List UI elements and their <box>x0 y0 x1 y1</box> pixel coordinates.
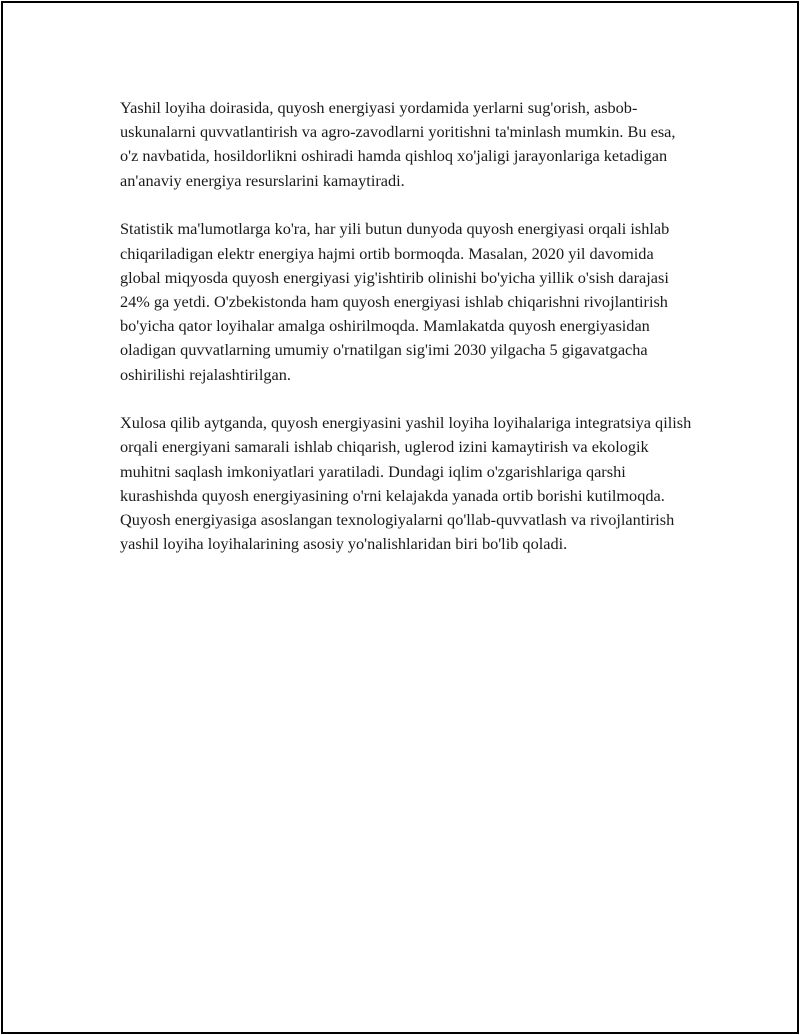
paragraph-3: Xulosa qilib aytganda, quyosh energiyasini yashil loyiha loyihalariga integratsiya qilish orqali energiyani samarali ishlab chiqarish, uglerod izini kamaytirish va ekologik muhitni saqlash imkoniyatlari yaratiladi. Dundagi iqlim o'zgarishlariga qarshi kurashishda quyosh energiyasining o'rni kelajakda yanada ortib borishi kutilmoqda. Quyosh energiyasiga asoslangan texnologiyalarni qo'llab-quvvatlash va rivojlantirish yashil loyiha loyihalarining asosiy yo'nalishlaridan biri bo'lib qoladi. <box>120 413 692 554</box>
paragraph-2: Statistik ma'lumotlarga ko'ra, har yili butun dunyoda quyosh energiyasi orqali ishlab chiqariladigan elektr energiya hajmi ortib bormoqda. Masalan, 2020 yil davomida global miqyosda quyosh energiyasi yig'ishtirib olinishi bo'yicha yillik o'sish darajasi 24% ga yetdi. O'zbekistonda ham quyosh energiyasi ishlab chiqarishni rivojlantirish bo'yicha qator loyihalar amalga oshirilmoqda. Mamlakatda quyosh energiyasidan oladigan quvvatlarning umumiy o'rnatilgan sig'imi 2030 yilgacha 5 gigavatgacha oshirilishi rejalashtirilgan. <box>120 219 670 384</box>
document-body <box>120 96 695 581</box>
paragraph-1: Yashil loyiha doirasida, quyosh energiyasi yordamida yerlarni sug'orish, asbob-uskunalarni quvvatlantirish va agro-zavodlarni yoritishni ta'minlash mumkin. Bu esa, o'z navbatida, hosildorlikni oshiradi hamda qishloq xo'jaligi jarayonlariga ketadigan an'anaviy energiya resurslarini kamaytiradi. <box>120 98 676 190</box>
document-page <box>1 1 799 1034</box>
